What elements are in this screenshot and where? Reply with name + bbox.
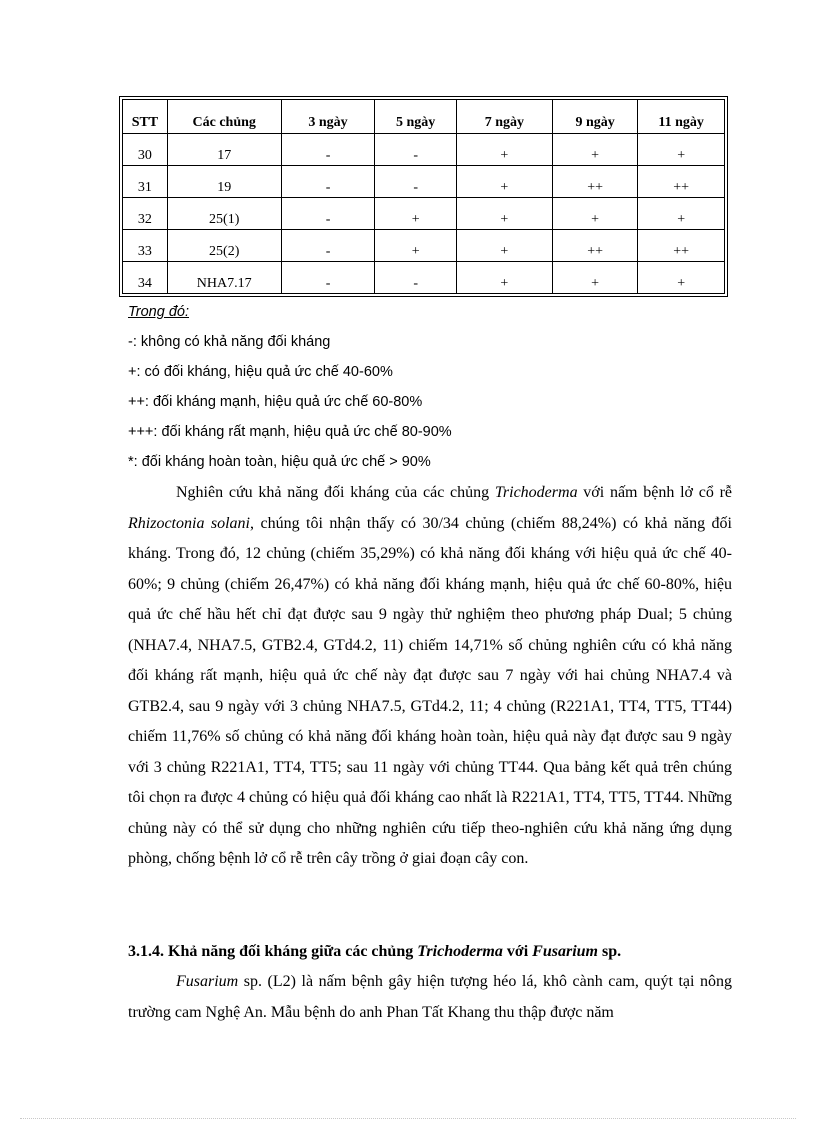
header-day-3: 3 ngày [281, 100, 375, 134]
table-header-row [123, 100, 725, 134]
header-day-5: 5 ngày [375, 100, 456, 134]
cell: - [375, 166, 456, 198]
legend-item: +: có đối kháng, hiệu quả ức chế 40-60% [128, 364, 393, 380]
cell: + [456, 134, 552, 166]
cell: + [456, 166, 552, 198]
header-day-7: 7 ngày [456, 100, 552, 134]
cell: + [456, 230, 552, 262]
cell: - [281, 230, 375, 262]
legend-title: Trong đó: [128, 304, 189, 320]
cell: 25(2) [167, 230, 281, 262]
header-day-11: 11 ngày [638, 100, 725, 134]
cell: 34 [123, 262, 168, 294]
species-name: Rhizoctonia solani [128, 514, 251, 532]
legend-item: +++: đối kháng rất mạnh, hiệu quả ức chế 80-90% [128, 424, 452, 440]
cell: + [638, 134, 725, 166]
table-row [123, 134, 725, 166]
paragraph-fusarium: Fusarium sp. (L2) là nấm bệnh gây hiện tượng héo lá, khô cành cam, quýt tại nông trường cam Nghệ An. Mẫu bệnh do anh Phan Tất Khang thu thập được năm [128, 973, 732, 1021]
cell: + [638, 262, 725, 294]
paragraph-results: Nghiên cứu khả năng đối kháng của các chủng Trichoderma với nấm bệnh lở cổ rễ Rhizoctonia solani, chúng tôi nhận thấy có 30/34 chủng (chiếm 88,24%) có khả năng đối kháng. Trong đó, 12 chủng (chiếm 35,29%) có khả năng đối kháng với hiệu quả ức chế 40-60%; 9 chủng (chiếm 26,47%) có khả năng đối kháng mạnh, hiệu quả ức chế 60-80%, hiệu quả ức chế hầu hết chỉ đạt được sau 9 ngày thử nghiệm theo phương pháp Dual; 5 chủng (NHA7.4, NHA7.5, GTB2.4, GTd4.2, 11) chiếm 14,71% số chủng nghiên cứu có khả năng đối kháng rất mạnh, hiệu quả ức chế này đạt được sau 7 ngày với hai chủng NHA7.4 và GTB2.4, sau 9 ngày với 3 chủng NHA7.5, GTd4.2, 11; 4 chủng (R221A1, TT4, TT5, TT44) chiếm 11,76% số chủng có khả năng đối kháng hoàn toàn, hiệu quả này đạt được sau 9 ngày với 3 chủng R221A1, TT4, TT5; sau 11 ngày với chủng TT44. Qua bảng kết quả trên chúng tôi chọn ra được 4 chủng có hiệu quả đối kháng cao nhất là R221A1, TT4, TT5, TT44. Những chủng này có thể sử dụng cho những nghiên cứu tiếp theo-nghiên cứu khả năng ứng dụng phòng, chống bệnh lở cổ rễ trên cây trồng ở giai đoạn cây con. [128, 484, 732, 867]
table-row [123, 262, 725, 294]
cell: 25(1) [167, 198, 281, 230]
table-row [123, 198, 725, 230]
cell: 17 [167, 134, 281, 166]
section-heading: 3.1.4. Khả năng đối kháng giữa các chủng Trichoderma với Fusarium sp. [128, 943, 622, 960]
genus-name: Trichoderma [494, 484, 578, 501]
cell: + [375, 230, 456, 262]
header-day-9: 9 ngày [552, 100, 638, 134]
cell: 32 [123, 198, 168, 230]
cell: - [375, 134, 456, 166]
cell: + [552, 134, 638, 166]
table-row [123, 230, 725, 262]
cell: + [638, 198, 725, 230]
cell: ++ [552, 166, 638, 198]
cell: - [375, 262, 456, 294]
legend-item: -: không có khả năng đối kháng [128, 334, 331, 350]
results-table-frame [119, 96, 728, 297]
cell: + [456, 198, 552, 230]
cell: 30 [123, 134, 168, 166]
cell: ++ [552, 230, 638, 262]
cell: - [281, 166, 375, 198]
results-table [122, 99, 725, 294]
cell: + [552, 198, 638, 230]
cell: ++ [638, 166, 725, 198]
legend-item: ++: đối kháng mạnh, hiệu quả ức chế 60-80% [128, 394, 423, 410]
cell: - [281, 134, 375, 166]
cell: - [281, 262, 375, 294]
cell: + [552, 262, 638, 294]
table-row [123, 166, 725, 198]
header-stt: STT [123, 100, 168, 134]
page-bottom-divider [20, 1118, 796, 1119]
cell: ++ [638, 230, 725, 262]
cell: 33 [123, 230, 168, 262]
cell: 31 [123, 166, 168, 198]
legend-item: *: đối kháng hoàn toàn, hiệu quả ức chế > 90% [128, 454, 431, 470]
cell: 19 [167, 166, 281, 198]
genus-name: Fusarium [176, 973, 239, 990]
legend-list [128, 327, 732, 477]
header-strain: Các chủng [167, 100, 281, 134]
cell: + [375, 198, 456, 230]
cell: NHA7.17 [167, 262, 281, 294]
cell: + [456, 262, 552, 294]
cell: - [281, 198, 375, 230]
